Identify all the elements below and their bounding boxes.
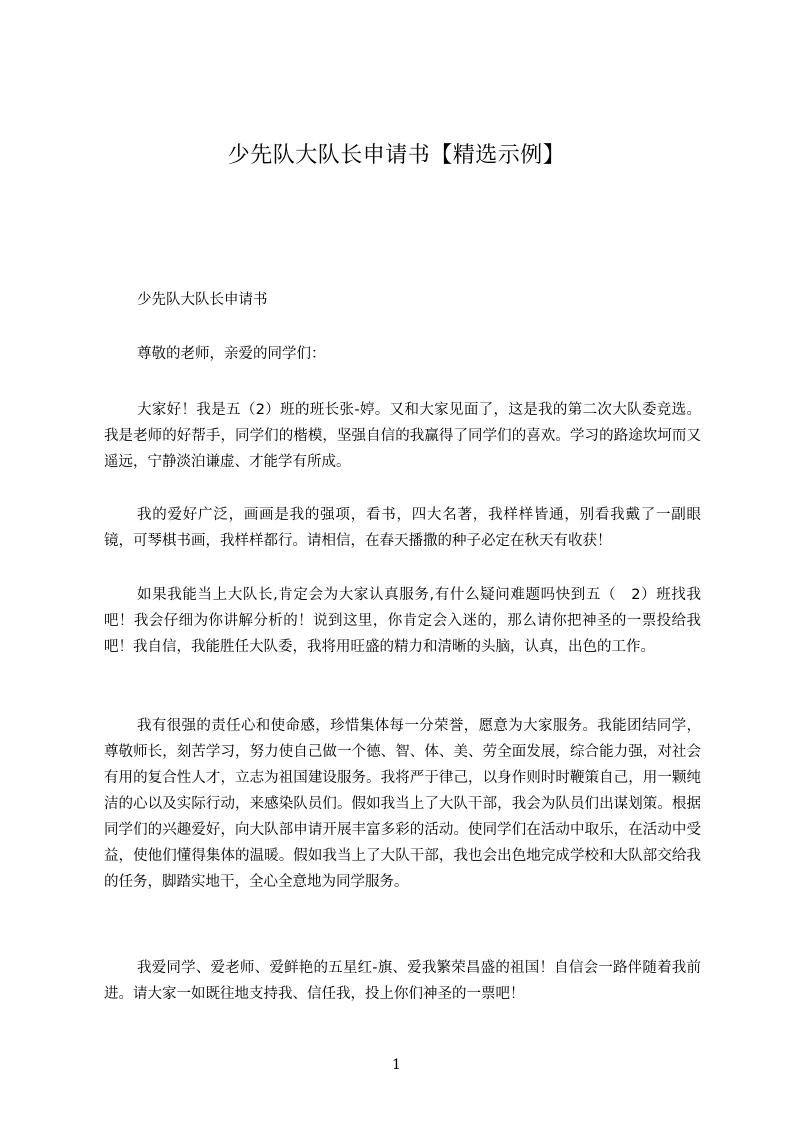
paragraph-1: 大家好！我是五（2）班的班长张-婷。又和大家见面了，这是我的第二次大队委竞选。我是老师的好帮手，同学们的楷模，坚强自信的我赢得了同学们的喜欢。学习的路途坎坷而又遥远，宁静淡泊谦虚、才能学有所成。: [104, 402, 701, 470]
document-title: 少先队大队长申请书【精选示例】: [227, 143, 566, 168]
page-number: 1: [392, 1057, 401, 1073]
paragraph-3: 如果我能当上大队长,肯定会为大家认真服务,有什么疑问难题吗快到五（ 2）班找我吧！我会仔细为你讲解分析的！说到这里，你肯定会入迷的，那么请你把神圣的一票投给我吧！我自信，我能胜任大队委，我将用旺盛的精力和清晰的头脑，认真，出色的工作。: [104, 587, 701, 655]
paragraph-5: 我爱同学、爱老师、爱鲜艳的五星红-旗、爱我繁荣昌盛的祖国！自信会一路伴随着我前进。请大家一如既往地支持我、信任我，投上你们神圣的一票吧！: [104, 960, 701, 1002]
paragraph-2: 我的爱好广泛，画画是我的强项，看书，四大名著，我样样皆通，别看我戴了一副眼镜，可琴棋书画，我样样都行。请相信，在春天播撒的种子必定在秋天有收获！: [104, 507, 701, 549]
document-subtitle: 少先队大队长申请书: [137, 292, 268, 308]
paragraph-4: 我有很强的责任心和使命感，珍惜集体每一分荣誉，愿意为大家服务。我能团结同学，尊敬师长，刻苦学习，努力使自己做一个德、智、体、美、劳全面发展，综合能力强，对社会有用的复合性人才，立志为祖国建设服务。我将严于律己，以身作则时时鞭策自己，用一颗纯洁的心以及实际行动，来感染队员们。假如我当上了大队干部，我会为队员们出谋划策。根据同学们的兴趣爱好，向大队部申请开展丰富多彩的活动。使同学们在活动中取乐，在活动中受益，使他们懂得集体的温暖。假如我当上了大队干部，我也会出色地完成学校和大队部交给我的任务，脚踏实地干，全心全意地为同学服务。: [104, 718, 701, 890]
greeting-line: 尊敬的老师，亲爱的同学们：: [137, 346, 326, 362]
